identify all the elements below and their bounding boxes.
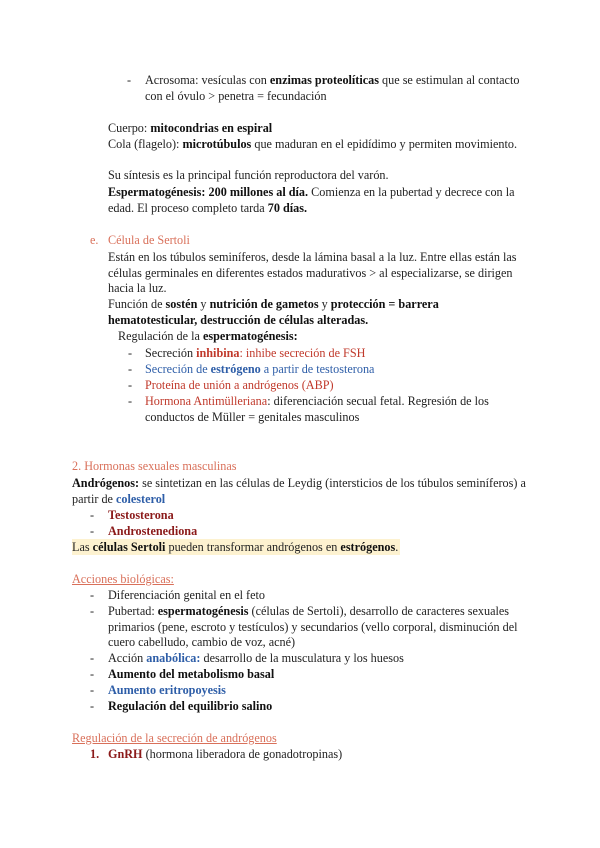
section-title-hormonas: 2. Hormonas sexuales masculinas [72,459,237,473]
period: . [395,540,399,554]
estrogeno-bold: estrógeno [210,362,261,376]
acrosoma-label: Acrosoma: vesículas con [145,73,270,87]
bullet-dash: - [90,667,95,681]
transform-text: pueden transformar andrógenos en [165,540,341,554]
espermatogenesis-line-2 [108,200,307,216]
gnrh: GnRH [108,747,143,761]
bullet-dash: - [90,699,95,713]
gnrh-rest: (hormona liberadora de gonadotropinas) [142,747,343,761]
bullet-dash: - [90,651,95,665]
cola-rest: que maduran en el epidídimo y permiten movimiento. [251,137,518,151]
funcion-proteccion: protección = barrera [330,297,439,311]
sertoli-funcion-line [108,296,439,312]
sertoli-funcion-line-2: hematotesticular, destrucción de células alteradas. [108,313,369,327]
sertoli-p1-l3: hacia la luz. [108,281,167,295]
item-inhibina [145,345,365,361]
regulacion-gnrh-line [108,746,342,762]
acrosoma-line-2: con el óvulo > penetra = fecundación [145,89,327,103]
cola-value: microtúbulos [182,137,252,151]
bullet-dash: - [90,604,95,618]
accion-pre: Acción [108,651,147,665]
amh-post: : diferenciación secual fetal. Regresión de los [267,394,489,408]
androgenos-label: Andrógenos: [72,476,140,490]
bullet-dash: - [90,588,95,602]
colesterol: colesterol [116,492,166,506]
amh-pre: Hormona Antimülleriana [145,394,268,408]
regulacion-num: 1. [90,747,100,761]
funcion-y: y [197,297,210,311]
cola-label: Cola (flagelo): [108,137,183,151]
androgenos-line-2 [72,491,165,507]
celulas-sertoli: células Sertoli [92,540,166,554]
funcion-nutricion: nutrición de gametos [209,297,319,311]
bullet-dash: - [128,394,133,408]
item-diferenciacion: Diferenciación genital en el feto [108,588,266,602]
item-amh [145,393,489,409]
acrosoma-rest: que se estimulan al contacto [379,73,520,87]
cuerpo-line [108,120,272,136]
regulacion-title: Regulación de la secreción de andrógenos [72,731,277,745]
pubertad-pre: Pubertad: [108,604,158,618]
sertoli-title: Célula de Sertoli [108,233,190,247]
sertoli-p1-l1: Están en los túbulos seminíferos, desde la lámina basal a la luz. Entre ellas están las [108,250,517,264]
estrogeno-pre: Secreción de [145,362,211,376]
sertoli-p1-l2: células germinales en diferentes estados madurativos > al especializarse, se dirigen [108,266,513,280]
cola-line [108,136,517,152]
item-pubertad-line-2: primarios (pene, escroto y testículos) y secundarios (vello corporal, disminución del [108,620,518,634]
item-pubertad-line-3: cuero cabelludo, cambio de voz, acné) [108,635,296,649]
androgenos-rest: se sintetizan en las células de Leydig (intersticios de los túbulos seminíferos) a [139,476,526,490]
funcion-sosten: sostén [165,297,198,311]
accion-post: desarrollo de la musculatura y los huesos [200,651,404,665]
espermatogenesis-line [108,184,515,200]
item-amh-line-2: conductos de Müller = genitales masculinos [145,410,360,424]
regulacion-value: espermatogénesis: [202,329,298,343]
item-accion-anabolica [108,650,404,666]
bullet-dash: - [90,508,95,522]
cuerpo-value: mitocondrias en espiral [150,121,273,135]
bullet-dash: - [90,683,95,697]
item-equilibrio-salino: Regulación del equilibrio salino [108,699,273,713]
item-testosterona: Testosterona [108,508,174,522]
inhibina-pre: Secreción [145,346,197,360]
acciones-title: Acciones biológicas: [72,572,174,586]
bullet-dash: - [127,73,132,87]
sertoli-transform-line [72,539,400,555]
espermatogenesis-rest: Comienza en la pubertad y decrece con la [308,185,515,199]
item-pubertad [108,603,509,619]
cuerpo-label: Cuerpo: [108,121,151,135]
item-metabolismo: Aumento del metabolismo basal [108,667,275,681]
item-abp: Proteína de unión a andrógenos (ABP) [145,378,334,392]
item-estrogeno [145,361,374,377]
espermatogenesis-l2: edad. El proceso completo tarda [108,201,268,215]
inhibina-bold: inhibina [196,346,240,360]
androgenos-l2: partir de [72,492,116,506]
las: Las [72,540,93,554]
funcion-label: Función de [108,297,166,311]
bullet-dash: - [90,524,95,538]
estrogeno-post: a partir de testosterona [260,362,375,376]
item-androstenediona: Androstenediona [108,524,198,538]
pubertad-post: (células de Sertoli), desarrollo de caracteres sexuales [248,604,510,618]
estrogenos: estrógenos [340,540,396,554]
bullet-dash: - [128,346,133,360]
espermatogenesis-label: Espermatogénesis: 200 millones al día. [108,185,309,199]
accion-bold: anabólica: [146,651,201,665]
bullet-dash: - [128,362,133,376]
sintesis-line: Su síntesis es la principal función reproductora del varón. [108,168,389,182]
androgenos-line [72,475,526,491]
acrosoma-line [145,72,519,88]
sertoli-marker: e. [90,233,99,247]
bullet-dash: - [128,378,133,392]
espermatogenesis-days: 70 días. [267,201,308,215]
regulacion-label: Regulación de la [118,329,203,343]
sertoli-regulacion-line [118,328,298,344]
inhibina-post: : inhibe secreción de FSH [239,346,366,360]
item-eritropoyesis: Aumento eritropoyesis [108,683,226,697]
pubertad-bold: espermatogénesis [157,604,249,618]
enzimas-proteoliticas: enzimas proteolíticas [269,73,379,87]
funcion-y2: y [318,297,331,311]
